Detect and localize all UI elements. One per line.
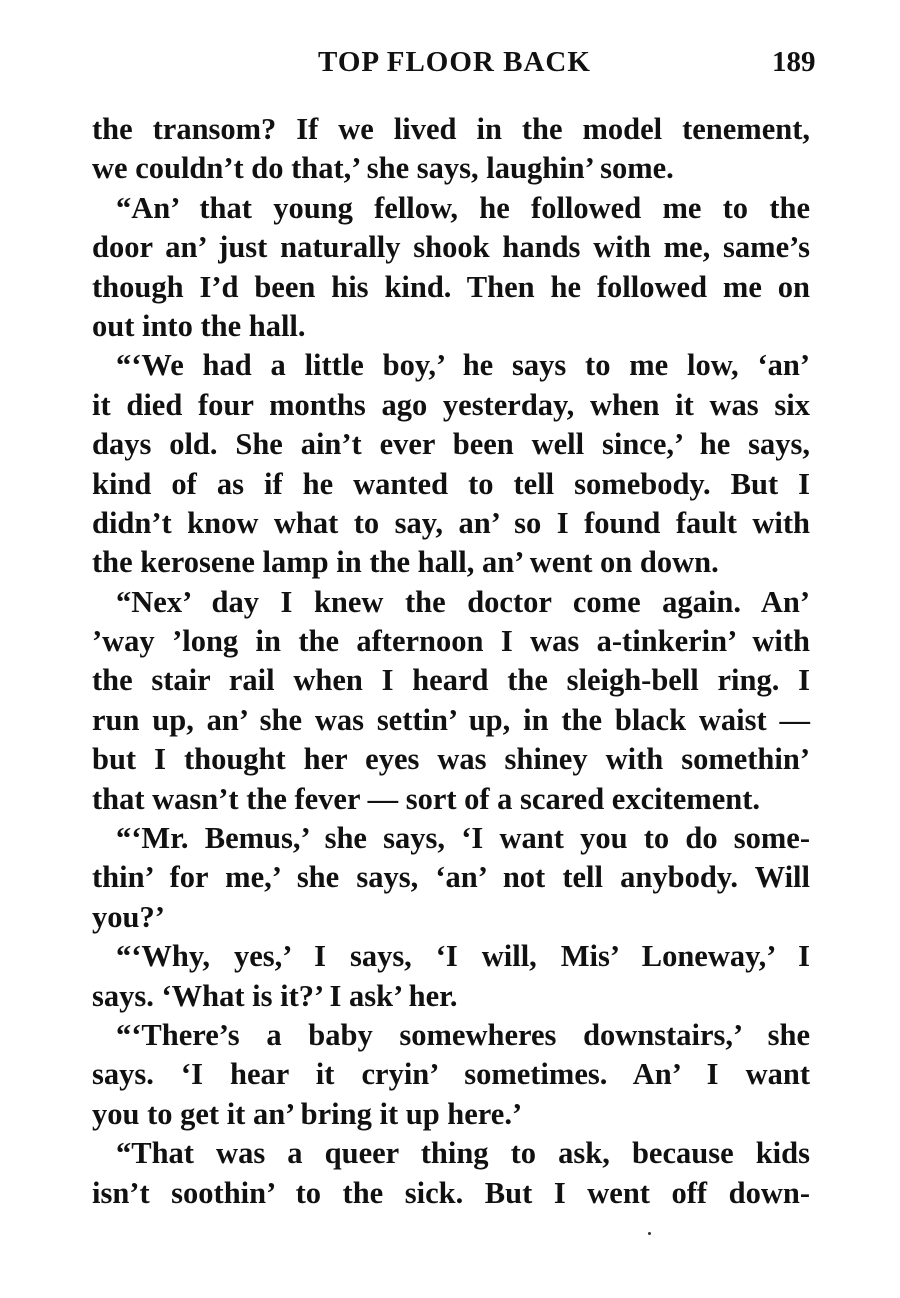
text-line: kind of as if he wanted to tell somebody. But I [92,466,810,501]
text-line: says. ‘I hear it cryin’ sometimes. An’ I want [92,1057,810,1092]
text-line: we couldn’t do that,’ she says, laughin’ some. [92,151,674,186]
text-line: though I’d been his kind. Then he followed me on [92,269,810,304]
text-line: that wasn’t the fever — sort of a scared excitement. [92,781,760,816]
text-line: days old. She ain’t ever been well since,’ he says, [92,427,810,462]
text-line: ’way ’long in the afternoon I was a-tinkerin’ with [92,624,810,659]
text-line: “Nex’ day I knew the doctor come again. An’ [116,584,810,619]
text-line: run up, an’ she was settin’ up, in the black waist — [92,702,810,737]
text-line: “‘Mr. Bemus,’ she says, ‘I want you to do some- [116,821,810,856]
text-line: the kerosene lamp in the hall, an’ went on down. [92,545,719,580]
text-line: you?’ [92,899,165,934]
running-title: TOP FLOOR BACK [318,46,591,78]
text-line: “‘Why, yes,’ I says, ‘I will, Mis’ Loneway,’ I [116,939,810,974]
text-line: “‘We had a little boy,’ he says to me low, ‘an’ [116,348,810,383]
text-line: thin’ for me,’ she says, ‘an’ not tell anybody. Will [92,860,810,895]
text-line: but I thought her eyes was shiney with somethin’ [92,742,810,777]
text-line: says. ‘What is it?’ I ask’ her. [92,978,458,1013]
print-speck [648,1232,651,1235]
running-head [0,46,900,86]
text-line: didn’t know what to say, an’ so I found fault with [92,505,810,540]
text-line: out into the hall. [92,308,306,343]
body-text [92,110,810,1213]
text-line: the transom? If we lived in the model tenement, [92,112,810,146]
text-line: isn’t soothin’ to the sick. But I went off down- [92,1175,810,1210]
text-line: “That was a queer thing to ask, because kids [116,1136,810,1171]
text-line: you to get it an’ bring it up here.’ [92,1096,523,1131]
text-line: the stair rail when I heard the sleigh-bell ring. I [92,663,810,698]
text-line: “An’ that young fellow, he followed me to the [116,190,810,225]
text-line: it died four months ago yesterday, when it was six [92,387,810,422]
text-line: “‘There’s a baby somewheres downstairs,’ she [116,1017,810,1052]
page-number: 189 [772,46,816,78]
text-line: door an’ just naturally shook hands with me, same’s [92,230,810,265]
